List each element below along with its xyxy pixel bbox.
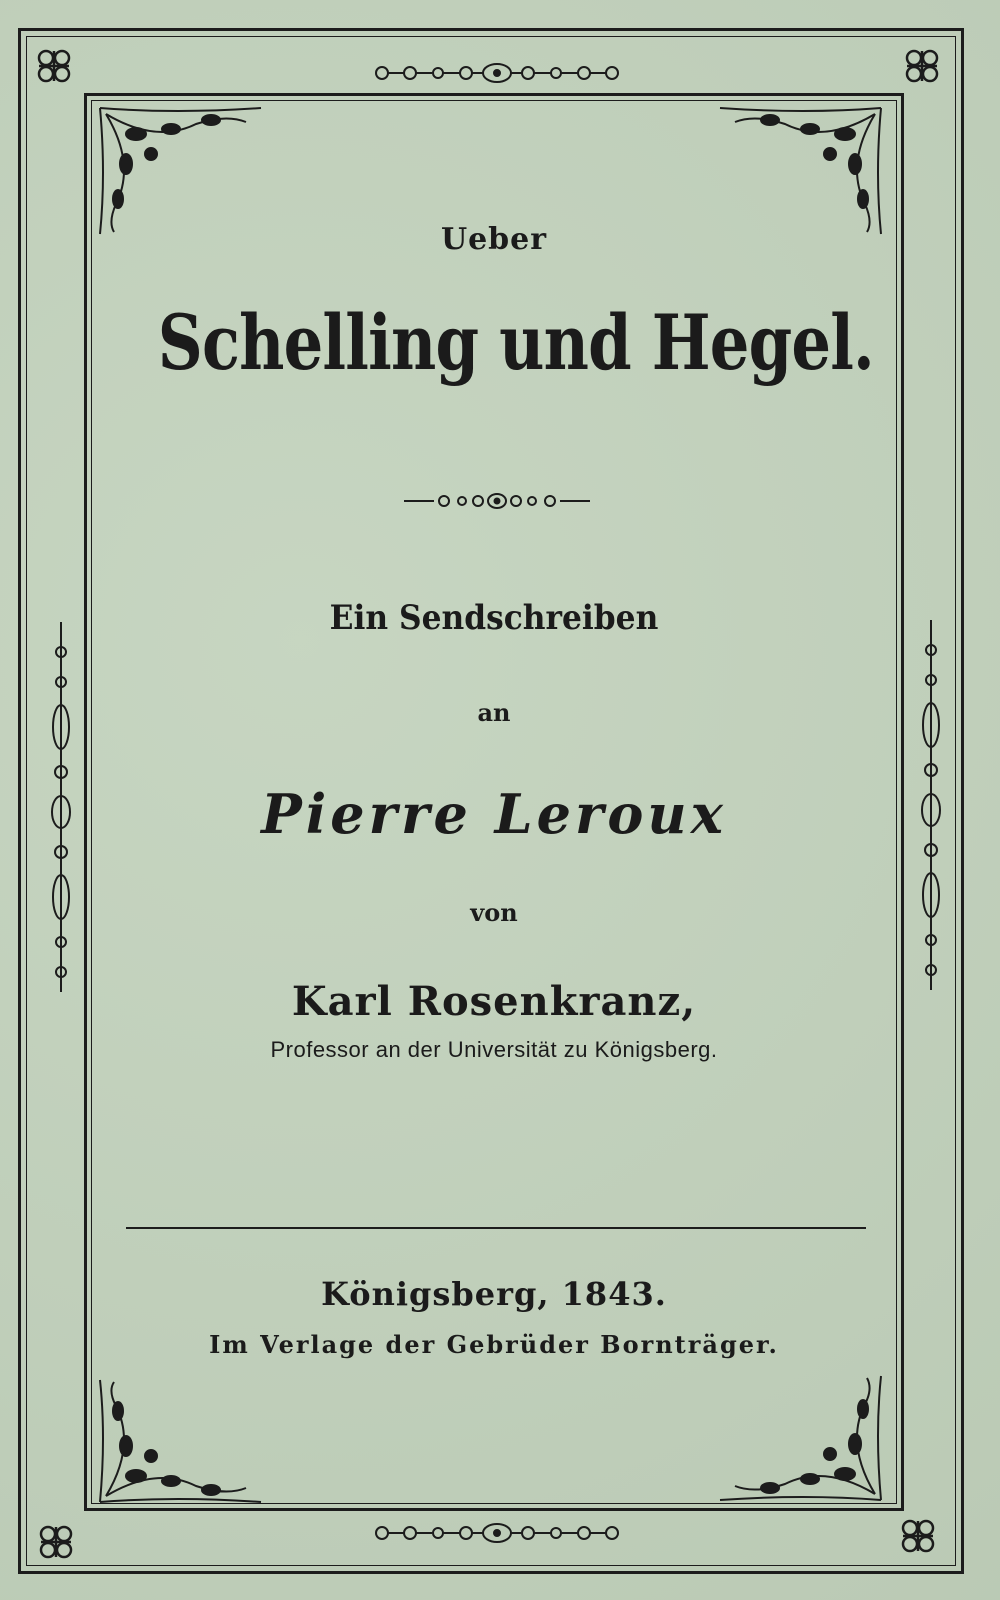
divider-ornament-icon — [404, 490, 590, 512]
author-affiliation: Professor an der Universität zu Königsberg. — [270, 1037, 718, 1062]
vine-border-icon — [48, 622, 74, 992]
main-title: Schelling und Hegel. — [157, 298, 874, 387]
pre-title: Ueber — [440, 222, 548, 257]
vine-border-icon — [918, 620, 944, 990]
knot-icon — [34, 46, 74, 86]
subtitle: Ein Sendschreiben — [329, 598, 659, 638]
knot-icon — [36, 1522, 76, 1562]
floral-corner-icon — [96, 1376, 271, 1506]
knot-icon — [898, 1516, 938, 1556]
preposition: an — [477, 698, 511, 727]
floral-corner-icon — [710, 1372, 885, 1504]
recipient-name: Pierre Leroux — [261, 782, 727, 846]
floral-corner-icon — [96, 104, 266, 239]
place-year: Königsberg, 1843. — [321, 1275, 667, 1313]
publisher: Im Verlage der Gebrüder Bornträger. — [209, 1330, 779, 1359]
knot-icon — [902, 46, 942, 86]
chain-ornament-icon — [372, 1520, 622, 1546]
by-word: von — [470, 898, 518, 927]
floral-corner-icon — [710, 104, 885, 239]
chain-ornament-icon — [372, 60, 622, 86]
author-name: Karl Rosenkranz, — [291, 978, 697, 1025]
horizontal-rule — [126, 1227, 866, 1229]
